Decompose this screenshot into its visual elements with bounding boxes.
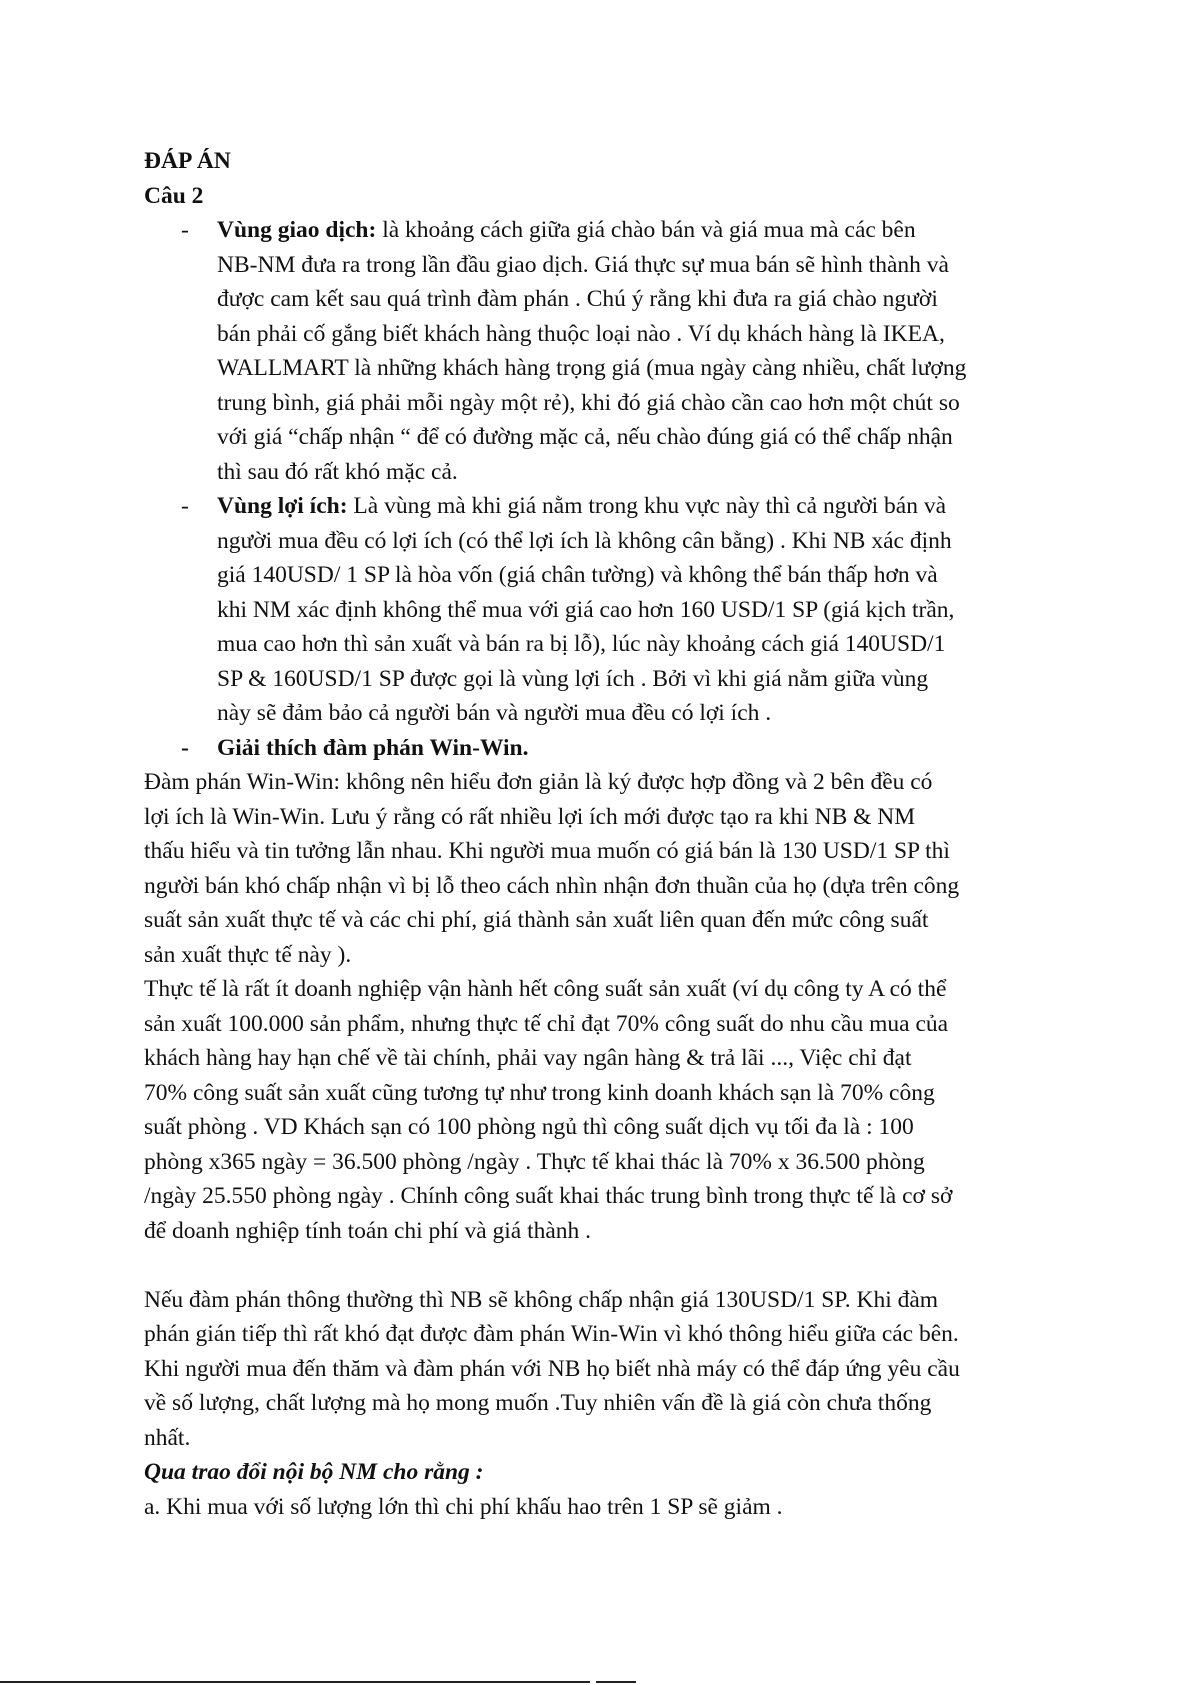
paragraph-line: 70% công suất sản xuất cũng tương tự như trong kinh doanh khách sạn là 70% công [144,1079,935,1106]
bullet-first-line [217,213,1049,248]
paragraph-line: lợi ích là Win-Win. Lưu ý rằng có rất nhiều lợi ích mới được tạo ra khi NB & NM [144,803,916,830]
paragraph-line: phán gián tiếp thì rất khó đạt được đàm phán Win-Win vì khó thông hiểu giữa các bên. [144,1321,959,1347]
bullet-line: người mua đều có lợi ích (có thể lợi ích là không cân bằng) . Khi NB xác định [217,527,952,554]
paragraph-line: /ngày 25.550 phòng ngày . Chính công suất khai thác trung bình trong thực tế là cơ sở [144,1183,953,1209]
paragraph-win-win [144,765,1049,972]
bullet-line: SP & 160USD/1 SP được gọi là vùng lợi ích . Bởi vì khi giá nằm giữa vùng [217,665,929,692]
bullet-text: là khoảng cách giữa giá chào bán và giá mua mà các bên [376,217,916,243]
bullet-term: Giải thích đàm phán Win-Win. [217,734,529,761]
bullet-line: với giá “chấp nhận “ để có đường mặc cả, nếu chào đúng giá có thể chấp nhận [217,424,953,450]
bullet-benefit-zone [144,489,1049,731]
bullet-term: Vùng lợi ích: [217,493,348,519]
page-bottom-rule-segment [596,1681,636,1683]
blank-line [144,1248,1049,1283]
paragraph-line: sản xuất 100.000 sản phẩm, nhưng thực tế chỉ đạt 70% công suất do nhu cầu mua của [144,1010,949,1037]
bullet-line: trung bình, giá phải mỗi ngày một rẻ), khi đó giá chào cần cao hơn một chút so [217,389,960,416]
bullet-line: giá 140USD/ 1 SP là hòa vốn (giá chân tường) và không thể bán thấp hơn và [217,562,938,588]
paragraph-line: suất phòng . VD Khách sạn có 100 phòng ngủ thì công suất dịch vụ tối đa là : 100 [144,1114,914,1140]
paragraph-line: nhất. [144,1424,191,1451]
bullet-term: Vùng giao dịch: [217,217,377,243]
paragraph-line: Khi người mua đến thăm và đàm phán với NB họ biết nhà máy có thể đáp ứng yêu cầu [144,1355,960,1382]
paragraph-negotiation [144,1283,1049,1456]
bullet-dash: - [181,493,189,519]
paragraph-line: phòng x365 ngày = 36.500 phòng /ngày . Thực tế khai thác là 70% x 36.500 phòng [144,1148,925,1175]
paragraph-line: sản xuất thực tế này ). [144,941,352,968]
bullet-line: khi NM xác định không thể mua với giá cao hơn 160 USD/1 SP (giá kịch trần, [217,596,955,623]
paragraph-line: để doanh nghiệp tính toán chi phí và giá thành . [144,1217,592,1244]
document-body [144,144,1049,1524]
bullet-line: bán phải cố gắng biết khách hàng thuộc loại nào . Ví dụ khách hàng là IKEA, [217,320,945,347]
paragraph-line: suất sản xuất thực tế và các chi phí, giá thành sản xuất liên quan đến mức công suất [144,907,929,933]
bullet-line: được cam kết sau quá trình đàm phán . Chú ý rằng khi đưa ra giá chào người [217,286,938,312]
subheading: Qua trao đổi nội bộ NM cho rằng : [144,1459,484,1485]
bullet-dash: - [181,734,189,761]
list-item-a: a. Khi mua với số lượng lớn thì chi phí khấu hao trên 1 SP sẽ giảm . [144,1493,783,1520]
bullet-line: WALLMART là những khách hàng trọng giá (mua ngày càng nhiều, chất lượng [217,355,967,381]
bullet-text: Là vùng mà khi giá nằm trong khu vực này thì cả người bán và [347,493,947,519]
paragraph-line: khách hàng hay hạn chế về tài chính, phải vay ngân hàng & trả lãi ..., Việc chỉ đạt [144,1045,912,1071]
bullet-line: mua cao hơn thì sản xuất và bán ra bị lỗ), lúc này khoảng cách giá 140USD/1 [217,631,946,657]
paragraph-capacity [144,972,1049,1248]
paragraph-line: về số lượng, chất lượng mà họ mong muốn .Tuy nhiên vấn đề là giá còn chưa thống [144,1390,932,1416]
bullet-trading-zone [144,213,1049,489]
paragraph-line: người bán khó chấp nhận vì bị lỗ theo cách nhìn nhận đơn thuần của họ (dựa trên công [144,872,960,899]
paragraph-line: Đàm phán Win-Win: không nên hiểu đơn giản là ký được hợp đồng và 2 bên đều có [144,769,933,795]
bullet-line: thì sau đó rất khó mặc cả. [217,458,458,485]
bullet-dash: - [181,217,189,243]
paragraph-line: Thực tế là rất ít doanh nghiệp vận hành hết công suất sản xuất (ví dụ công ty A có thể [144,976,947,1002]
bullet-first-line [217,489,1049,524]
question-label: Câu 2 [144,182,204,209]
bullet-win-win [144,731,1049,766]
bullet-line: này sẽ đảm bảo cả người bán và người mua đều có lợi ích . [217,700,772,726]
page-bottom-rule [0,1681,590,1683]
paragraph-line: Nếu đàm phán thông thường thì NB sẽ không chấp nhận giá 130USD/1 SP. Khi đàm [144,1286,939,1313]
bullet-line: NB-NM đưa ra trong lần đầu giao dịch. Giá thực sự mua bán sẽ hình thành và [217,251,949,278]
paragraph-line: thấu hiểu và tin tưởng lẫn nhau. Khi người mua muốn có giá bán là 130 USD/1 SP thì [144,838,950,864]
document-heading: ĐÁP ÁN [144,148,231,174]
